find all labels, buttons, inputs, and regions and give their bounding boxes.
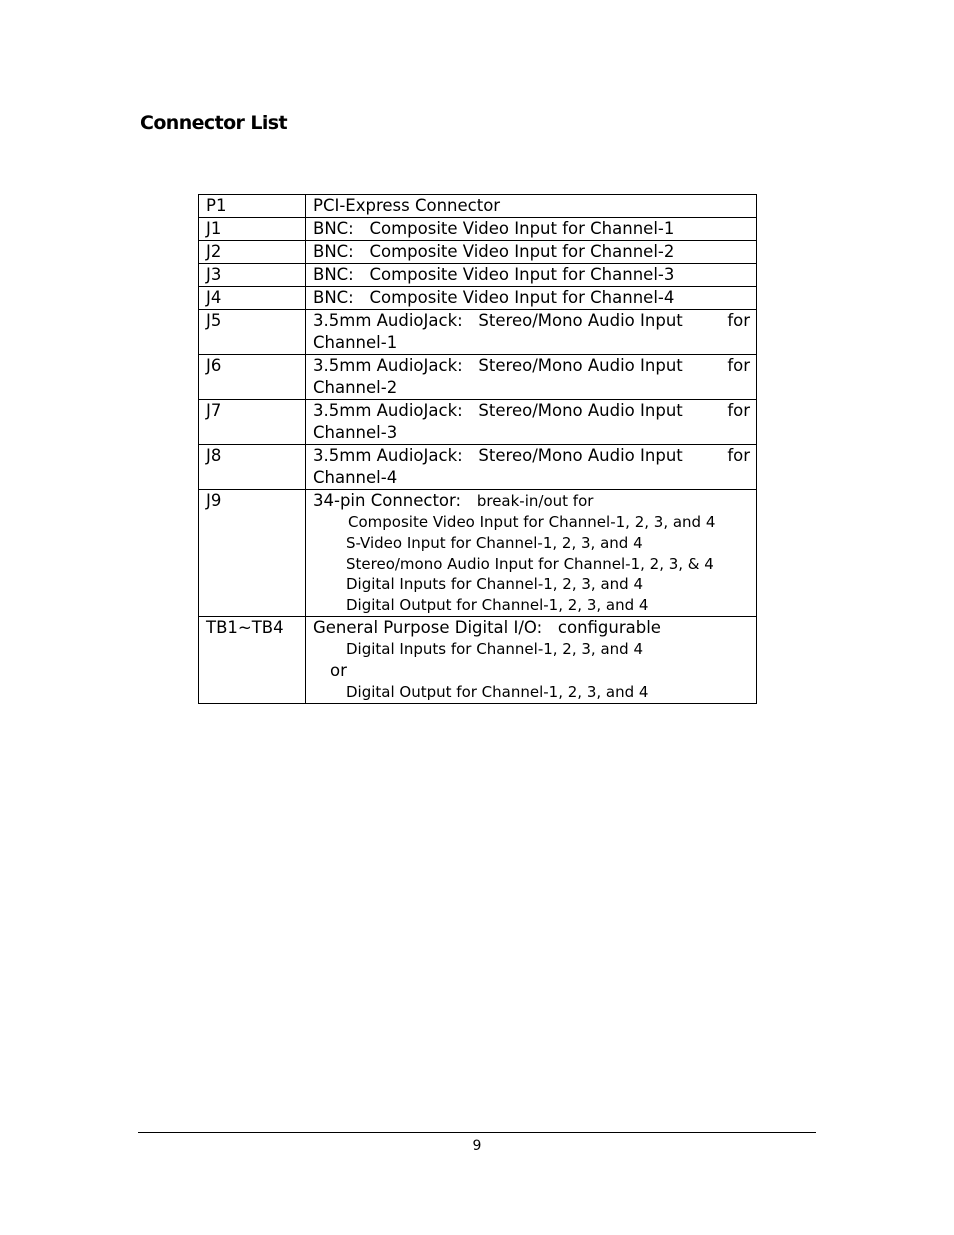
description-main: 3.5mm AudioJack: Stereo/Mono Audio Input bbox=[313, 446, 683, 465]
connector-pin: P1 bbox=[199, 195, 306, 218]
list-item: S-Video Input for Channel-1, 2, 3, and 4 bbox=[346, 533, 643, 552]
connector-description bbox=[306, 616, 757, 703]
description-heading: General Purpose Digital I/O: configurable bbox=[313, 617, 661, 637]
page-number: 9 bbox=[472, 1138, 482, 1154]
table-row bbox=[199, 490, 757, 617]
description-for: for bbox=[727, 356, 750, 375]
table-row bbox=[199, 218, 757, 241]
heading-text: 34-pin Connector: bbox=[313, 491, 462, 510]
description-main: 3.5mm AudioJack: Stereo/Mono Audio Input bbox=[313, 311, 683, 330]
connector-table bbox=[198, 194, 757, 704]
connector-pin: J9 bbox=[199, 490, 306, 617]
list-item: Stereo/mono Audio Input for Channel-1, 2, 3, & 4 bbox=[346, 554, 714, 573]
description-channel: Channel-4 bbox=[313, 468, 398, 487]
connector-pin: J3 bbox=[199, 264, 306, 287]
connector-description bbox=[306, 355, 757, 400]
connector-pin: J7 bbox=[199, 400, 306, 445]
description-channel: Channel-1 bbox=[313, 333, 398, 352]
connector-description: BNC: Composite Video Input for Channel-2 bbox=[306, 241, 757, 264]
table-row bbox=[199, 310, 757, 355]
connector-pin: J6 bbox=[199, 355, 306, 400]
description-main: 3.5mm AudioJack: Stereo/Mono Audio Input bbox=[313, 356, 683, 375]
table-row bbox=[199, 195, 757, 218]
description-main: 3.5mm AudioJack: Stereo/Mono Audio Input bbox=[313, 401, 683, 420]
list-item: Digital Output for Channel-1, 2, 3, and 4 bbox=[346, 682, 649, 701]
page-title: Connector List bbox=[140, 112, 287, 134]
description-for: for bbox=[727, 401, 750, 420]
connector-description: BNC: Composite Video Input for Channel-4 bbox=[306, 287, 757, 310]
connector-description bbox=[306, 490, 757, 617]
list-item: Digital Output for Channel-1, 2, 3, and 4 bbox=[346, 596, 649, 615]
description-channel: Channel-2 bbox=[313, 378, 398, 397]
connector-description bbox=[306, 445, 757, 490]
description-for: for bbox=[727, 311, 750, 330]
connector-pin: J1 bbox=[199, 218, 306, 241]
connector-pin: J4 bbox=[199, 287, 306, 310]
footer-divider bbox=[138, 1132, 816, 1133]
heading-suffix: break-in/out for bbox=[476, 492, 594, 510]
list-item: Digital Inputs for Channel-1, 2, 3, and 4 bbox=[346, 639, 643, 658]
list-item: Composite Video Input for Channel-1, 2, 3, and 4 bbox=[348, 513, 716, 531]
connector-pin: TB1~TB4 bbox=[199, 616, 306, 703]
table-row bbox=[199, 616, 757, 703]
connector-pin: J5 bbox=[199, 310, 306, 355]
description-for: for bbox=[727, 446, 750, 465]
table-row bbox=[199, 241, 757, 264]
connector-description bbox=[306, 400, 757, 445]
connector-description bbox=[306, 310, 757, 355]
connector-pin: J2 bbox=[199, 241, 306, 264]
or-separator: or bbox=[330, 660, 347, 680]
connector-description: BNC: Composite Video Input for Channel-3 bbox=[306, 264, 757, 287]
table-row bbox=[199, 287, 757, 310]
connector-pin: J8 bbox=[199, 445, 306, 490]
list-item: Digital Inputs for Channel-1, 2, 3, and 4 bbox=[346, 575, 643, 594]
table-row bbox=[199, 445, 757, 490]
connector-description: BNC: Composite Video Input for Channel-1 bbox=[306, 218, 757, 241]
connector-description: PCI-Express Connector bbox=[306, 195, 757, 218]
description-heading bbox=[313, 490, 750, 512]
table-row bbox=[199, 400, 757, 445]
table-row bbox=[199, 264, 757, 287]
table-row bbox=[199, 355, 757, 400]
description-channel: Channel-3 bbox=[313, 423, 398, 442]
